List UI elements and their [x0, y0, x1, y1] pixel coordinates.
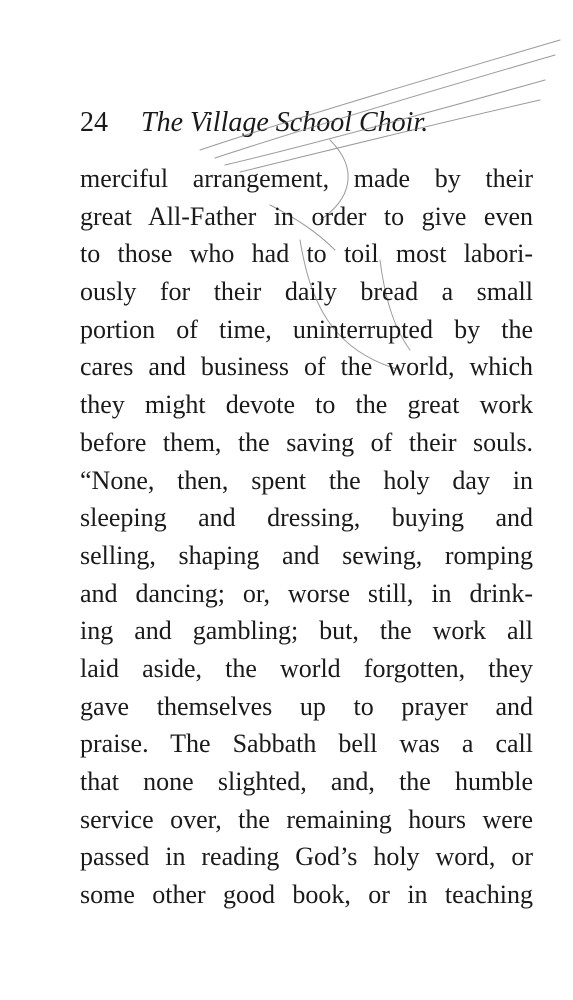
page-number: 24 [80, 107, 108, 138]
running-title: The Village School Choir. [141, 107, 429, 138]
text-line: selling, shaping and sewing, romping [80, 540, 533, 570]
text-line: portion of time, uninterrupted by the [80, 314, 533, 344]
text-line: and dancing; or, worse still, in drink- [80, 578, 533, 608]
text-line: great All-Father in order to give even [80, 201, 533, 231]
text-line: merciful arrangement, made by their [80, 164, 533, 193]
text-line: ously for their daily bread a small [80, 277, 533, 307]
text-line: they might devote to the great work [80, 390, 533, 420]
text-line: some other good book, or in teaching [80, 880, 533, 910]
text-line: to those who had to toil most labori- [80, 239, 533, 269]
running-head [80, 103, 540, 143]
text-line: gave themselves up to prayer and [80, 691, 533, 721]
text-line: “None, then, spent the holy day in [80, 465, 533, 495]
text-line: that none slighted, and, the humble [80, 767, 533, 796]
text-line: sleeping and dressing, buying and [80, 503, 533, 533]
text-line: ing and gambling; but, the work all [80, 616, 533, 646]
text-line: passed in reading God’s holy word, or [80, 842, 533, 872]
body-text [80, 160, 533, 914]
text-line: service over, the remaining hours were [80, 804, 533, 834]
text-line: laid aside, the world forgotten, they [80, 653, 533, 683]
text-line: praise. The Sabbath bell was a call [80, 729, 533, 759]
text-line: before them, the saving of their souls. [80, 427, 533, 457]
text-line: cares and business of the world, which [80, 352, 533, 382]
